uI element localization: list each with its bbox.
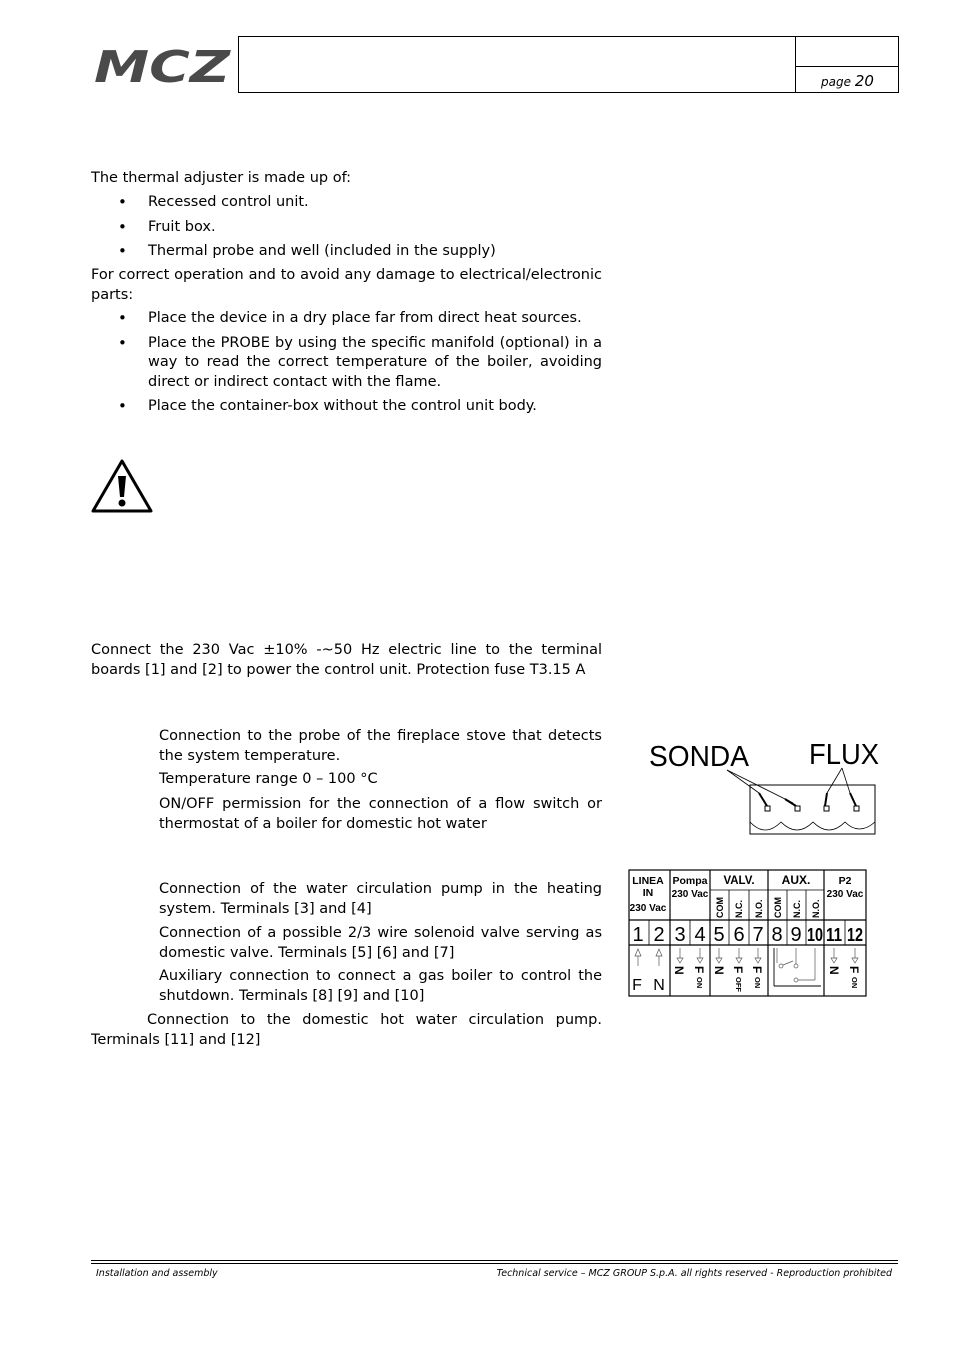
tb-valv-label: VALV. <box>723 875 755 887</box>
page-label: page <box>821 75 852 89</box>
flux-label: FLUX <box>809 739 879 771</box>
probe-connector-diagram <box>645 730 885 840</box>
tb-linea-label: LINEA <box>632 875 664 887</box>
tb-terminal-8: 8 <box>771 924 783 946</box>
tb-valv-on: ON <box>753 977 762 989</box>
header-hline <box>795 66 898 67</box>
output-item: Connection of the water circulation pump in the heating system. Terminals [3] and [4] <box>159 881 602 917</box>
logo-text: MCZ <box>94 44 232 86</box>
tb-p2-n: N <box>827 966 841 975</box>
output-item: Auxiliary connection to connect a gas boiler to control the shutdown. Terminals [8] [9] and [10] <box>159 968 602 1004</box>
tb-pompa-f: F <box>692 966 706 974</box>
tb-terminal-4: 4 <box>694 924 706 946</box>
tb-pompa-label: Pompa <box>672 875 708 887</box>
tb-valv-com-label: COM <box>715 897 725 918</box>
tb-valv-off: OFF <box>734 977 743 992</box>
tb-linea-volt-label: 230 Vac <box>629 903 667 914</box>
footer-right-text: Technical service – MCZ GROUP S.p.A. all rights reserved - Reproduction prohibited <box>496 1268 892 1279</box>
list-item: • Thermal probe and well (included in the supply) <box>91 242 602 262</box>
tb-terminal-9: 9 <box>790 924 802 946</box>
tb-terminal-10: 10 <box>807 925 823 945</box>
tb-terminal-12: 12 <box>847 925 863 945</box>
tb-terminal-2: 2 <box>653 924 665 946</box>
tb-aux-label: AUX. <box>781 873 811 887</box>
power-text: Connect the 230 Vac ±10% -~50 Hz electric line to the terminal boards [1] and [2] to power the control unit. Protection fuse T3.15 A <box>91 642 602 678</box>
tb-aux-com-label: COM <box>773 897 783 918</box>
tb-pompa-n: N <box>672 966 686 975</box>
footer-rule <box>91 1260 898 1261</box>
probe-item: Temperature range 0 – 100 °C <box>159 771 378 787</box>
tb-valv-nc-label: N.C. <box>734 900 744 918</box>
composition-intro: The thermal adjuster is made up of: <box>91 170 352 186</box>
tb-p2-f: F <box>847 966 861 974</box>
output-last: Connection to the domestic hot water circulation pump. Terminals [11] and [12] <box>91 1012 602 1048</box>
probe-item: ON/OFF permission for the connection of a flow switch or thermostat of a boiler for domestic hot water <box>159 796 602 832</box>
tb-pompa-on: ON <box>695 977 704 989</box>
tb-p2-volt-label: 230 Vac <box>826 889 864 900</box>
warning-triangle-icon <box>90 458 154 514</box>
page-number: 20 <box>854 72 874 90</box>
tb-p2-label: P2 <box>838 875 852 887</box>
tb-terminal-5: 5 <box>713 924 725 946</box>
tb-terminal-3: 3 <box>674 924 686 946</box>
mcz-logo-graphic <box>92 44 232 86</box>
tb-valv-f-off: F <box>731 966 745 974</box>
list-item: • Recessed control unit. <box>91 193 602 213</box>
tb-p2-on: ON <box>850 977 859 989</box>
tb-pompa-volt-label: 230 Vac <box>671 889 709 900</box>
list-item: • Fruit box. <box>91 218 602 238</box>
mcz-logo <box>92 44 232 86</box>
operation-intro: For correct operation and to avoid any damage to electrical/electronic parts: <box>91 267 602 303</box>
operation-list <box>91 309 602 422</box>
list-item: • Place the PROBE by using the specific manifold (optional) in a way to read the correct temperature of the boiler, avoiding direct or indirect contact with the flame. <box>91 334 602 393</box>
tb-in-label: IN <box>642 887 654 899</box>
list-item: • Place the container-box without the control unit body. <box>91 397 602 417</box>
terminal-board-diagram <box>627 868 869 998</box>
sonda-label: SONDA <box>649 741 750 773</box>
tb-terminal-7: 7 <box>752 924 764 946</box>
tb-bottom-f: F <box>632 977 642 994</box>
composition-list <box>91 193 602 267</box>
tb-aux-no-label: N.O. <box>811 899 821 918</box>
tb-valv-f-on: F <box>750 966 764 974</box>
probe-item: Connection to the probe of the fireplace stove that detects the system temperature. <box>159 728 602 764</box>
tb-terminal-1: 1 <box>632 924 644 946</box>
footer-rule <box>91 1263 898 1264</box>
output-item: Connection of a possible 2/3 wire solenoid valve serving as domestic valve. Terminals [5] [6] and [7] <box>159 925 602 961</box>
tb-aux-nc-label: N.C. <box>792 900 802 918</box>
tb-valv-n: N <box>712 966 726 975</box>
tb-terminal-6: 6 <box>733 924 745 946</box>
tb-bottom-n: N <box>653 977 665 994</box>
tb-valv-no-label: N.O. <box>754 899 764 918</box>
page-number-box <box>800 72 895 90</box>
list-item: • Place the device in a dry place far from direct heat sources. <box>91 309 602 329</box>
header-divider <box>795 36 796 93</box>
tb-terminal-11: 11 <box>826 925 842 945</box>
footer-left-text: Installation and assembly <box>96 1268 218 1279</box>
